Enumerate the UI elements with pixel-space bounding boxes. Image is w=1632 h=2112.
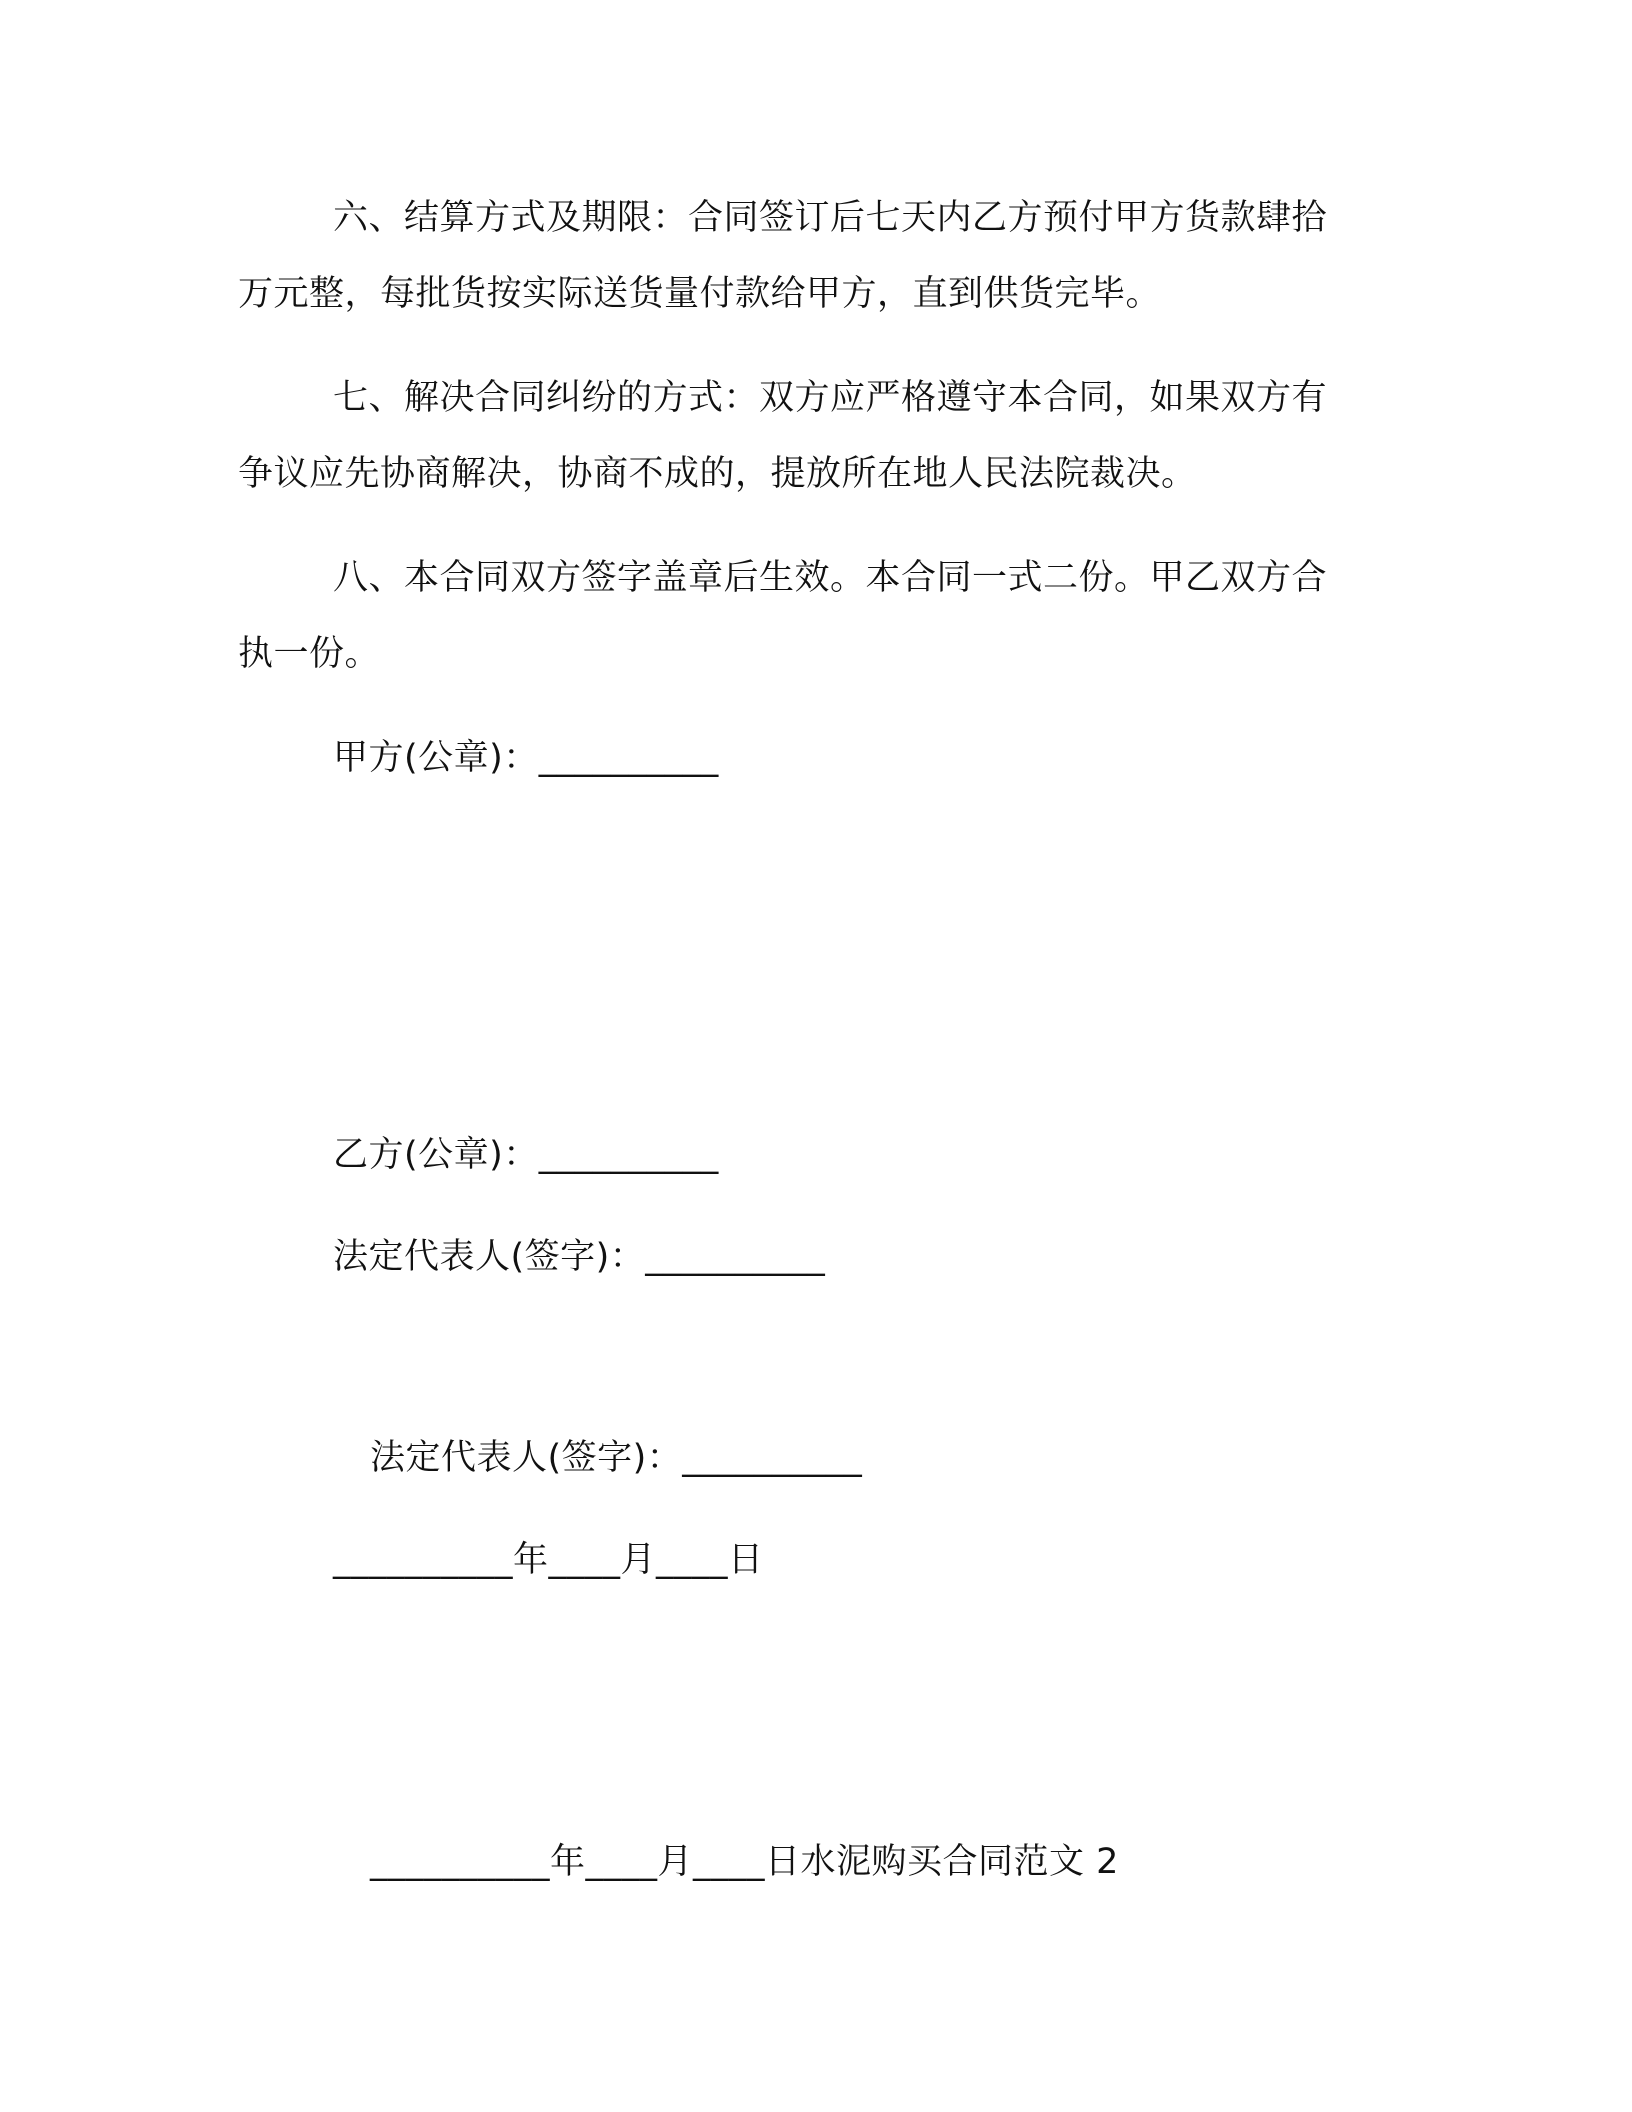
clause-6-line-1: 六、结算方式及期限：合同签订后七天内乙方预付甲方货款肆拾 (333, 198, 1328, 238)
clause-7-line-1: 七、解决合同纠纷的方式：双方应严格遵守本合同，如果双方有 (333, 378, 1328, 418)
clause-8-line-2: 执一份。 (238, 634, 381, 674)
date-line-1: __________年____月____日 (333, 1540, 764, 1580)
legal-representative-line-1: 法定代表人(签字)：__________ (333, 1237, 826, 1277)
party-a-seal-line: 甲方(公章)：__________ (333, 738, 719, 778)
party-b-seal-line: 乙方(公章)：__________ (333, 1135, 719, 1175)
clause-7-line-2: 争议应先协商解决，协商不成的，提放所在地人民法院裁决。 (238, 454, 1197, 494)
clause-8-line-1: 八、本合同双方签字盖章后生效。本合同一式二份。甲乙双方合 (333, 558, 1328, 598)
clause-6-line-2: 万元整，每批货按实际送货量付款给甲方，直到供货完毕。 (238, 274, 1162, 314)
legal-representative-line-2: 法定代表人(签字)：__________ (370, 1438, 863, 1478)
date-and-next-title-line: __________年____月____日水泥购买合同范文 2 (370, 1842, 1119, 1882)
